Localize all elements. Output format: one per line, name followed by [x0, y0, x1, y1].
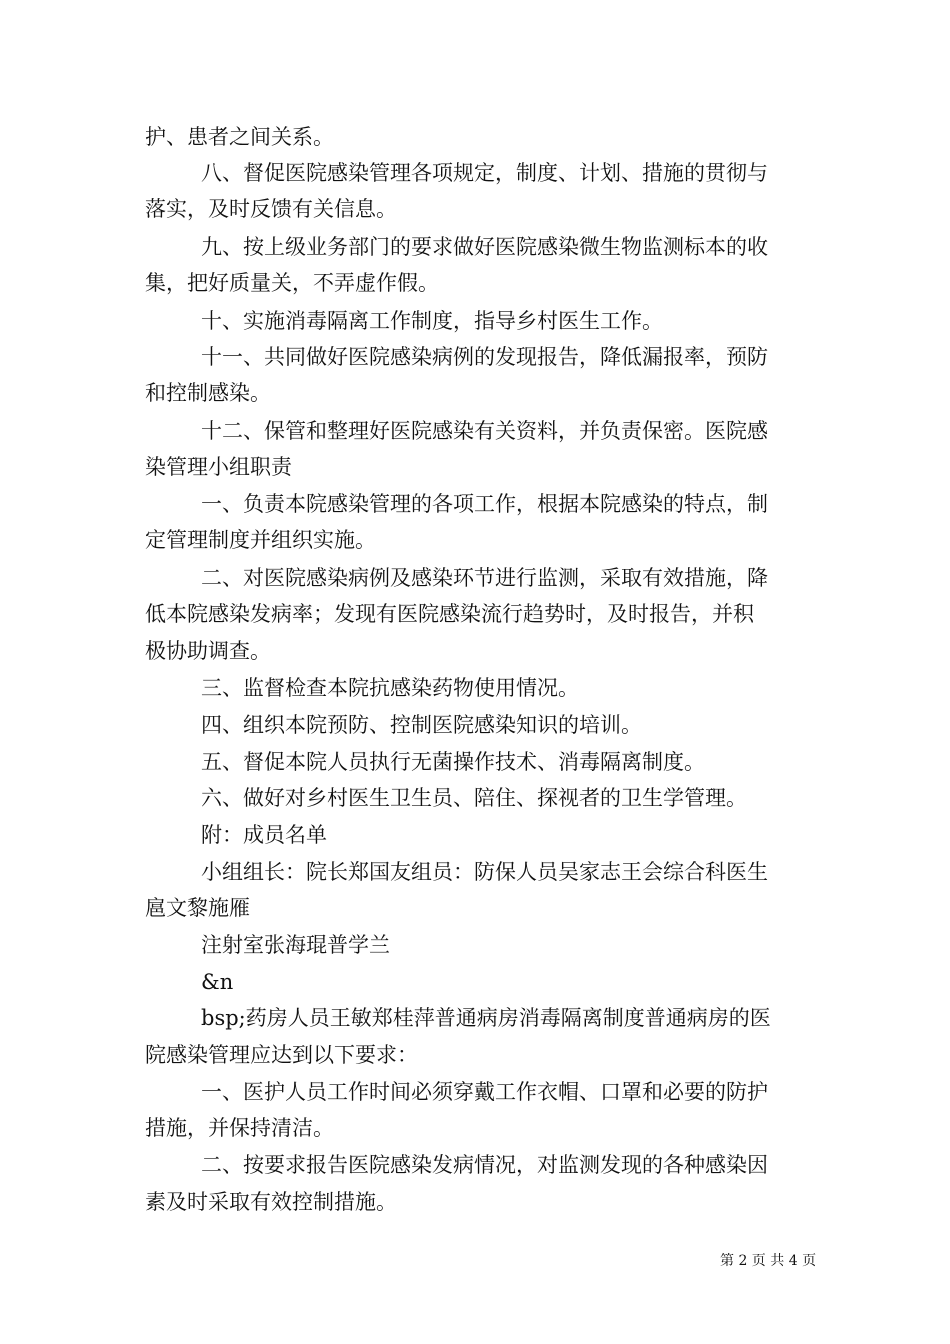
text-line: 十、实施消毒隔离工作制度，指导乡村医生工作。	[201, 309, 663, 333]
text-line: 素及时采取有效控制措施。	[145, 1190, 397, 1214]
text-line: 扈文黎施雁	[145, 896, 250, 920]
text-line: 集，把好质量关，不弄虚作假。	[145, 271, 439, 295]
text-line: 八、督促医院感染管理各项规定，制度、计划、措施的贯彻与	[201, 161, 768, 185]
text-line: 二、对医院感染病例及感染环节进行监测，采取有效措施，降	[201, 566, 768, 590]
text-line: 注射室张海琨普学兰	[201, 933, 390, 957]
text-line: 一、医护人员工作时间必须穿戴工作衣帽、口罩和必要的防护	[201, 1080, 768, 1104]
text-line: 二、按要求报告医院感染发病情况，对监测发现的各种感染因	[201, 1153, 768, 1177]
text-line: 十二、保管和整理好医院感染有关资料，并负责保密。医院感	[201, 419, 768, 443]
text-line: 十一、共同做好医院感染病例的发现报告，降低漏报率，预防	[201, 345, 768, 369]
text-line: 极协助调查。	[145, 639, 271, 663]
text-line: &n	[201, 970, 234, 994]
text-line: 院感染管理应达到以下要求：	[145, 1043, 418, 1067]
text-line: 三、监督检查本院抗感染药物使用情况。	[201, 676, 579, 700]
text-line: 五、督促本院人员执行无菌操作技术、消毒隔离制度。	[201, 750, 705, 774]
text-line: 护、患者之间关系。	[145, 125, 334, 149]
text-line: 附：成员名单	[201, 823, 327, 847]
text-line: 九、按上级业务部门的要求做好医院感染微生物监测标本的收	[201, 235, 768, 259]
text-line: 六、做好对乡村医生卫生员、陪住、探视者的卫生学管理。	[201, 786, 747, 810]
text-line: bsp;药房人员王敏郑桂萍普通病房消毒隔离制度普通病房的医	[201, 1006, 771, 1030]
text-line: 定管理制度并组织实施。	[145, 528, 376, 552]
text-line: 染管理小组职责	[145, 455, 292, 479]
text-line: 和控制感染。	[145, 381, 271, 405]
text-line: 措施，并保持清洁。	[145, 1116, 334, 1140]
text-line: 四、组织本院预防、控制医院感染知识的培训。	[201, 713, 642, 737]
text-line: 小组组长：院长郑国友组员：防保人员吴家志王会综合科医生	[201, 860, 768, 884]
text-line: 低本院感染发病率；发现有医院感染流行趋势时，及时报告，并积	[145, 602, 754, 626]
page-number: 第 2 页 共 4 页	[720, 1253, 817, 1269]
text-line: 一、负责本院感染管理的各项工作，根据本院感染的特点，制	[201, 492, 768, 516]
text-line: 落实，及时反馈有关信息。	[145, 197, 397, 221]
